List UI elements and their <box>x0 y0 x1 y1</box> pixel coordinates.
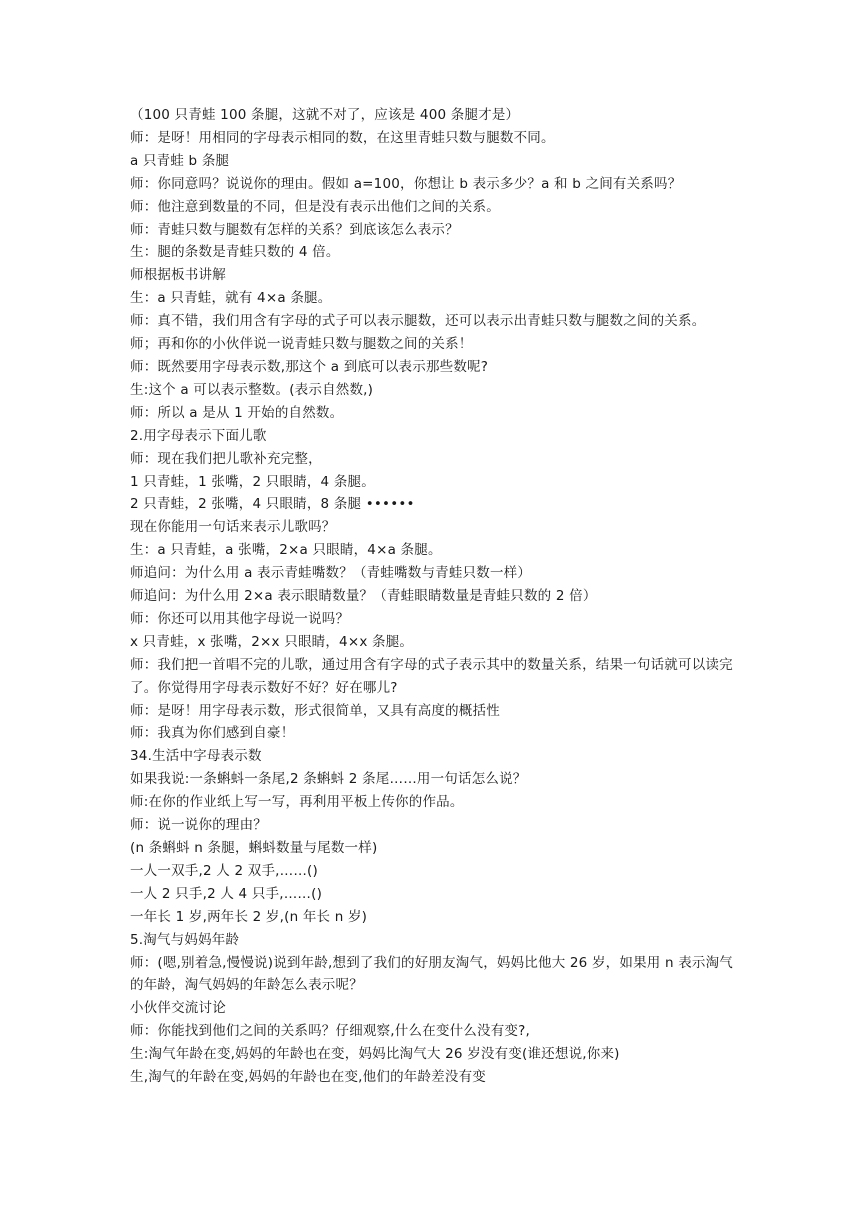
text-line: 师追问：为什么用 a 表示青蛙嘴数？（青蛙嘴数与青蛙只数一样） <box>130 565 532 582</box>
text-line: 师：真不错，我们用含有字母的式子可以表示腿数，还可以表示出青蛙只数与腿数之间的关系。 <box>130 313 706 330</box>
text-line: 师：我们把一首唱不完的儿歌，通过用含有字母的式子表示其中的数量关系，结果一句话就可以读完了。你觉得用字母表示数好不好？好在哪儿? <box>130 656 733 696</box>
text-line: 师：是呀！用字母表示数，形式很简单，又具有高度的概括性 <box>130 702 500 719</box>
text-line: 生:淘气年龄在变,妈妈的年龄也在变，妈妈比淘气大 26 岁没有变(谁还想说,你来) <box>130 1046 620 1063</box>
text-line: 如果我说:一条蝌蚪一条尾,2 条蝌蚪 2 条尾……用一句话怎么说？ <box>130 771 527 788</box>
text-line: 现在你能用一句话来表示儿歌吗？ <box>130 519 336 536</box>
section-heading: 34.生活中字母表示数 <box>130 748 262 765</box>
text-line: 2 只青蛙，2 张嘴，4 只眼睛，8 条腿 •••••• <box>130 496 415 513</box>
text-line: 生:这个 a 可以表示整数。(表示自然数,) <box>130 381 374 398</box>
text-line: 师：说一说你的理由？ <box>130 817 267 834</box>
text-line: x 只青蛙，x 张嘴，2×x 只眼睛，4×x 条腿。 <box>130 633 414 650</box>
text-line: 师根据板书讲解 <box>130 267 226 284</box>
text-line: 一年长 1 岁,两年长 2 岁,(n 年长 n 岁) <box>130 908 368 925</box>
text-line: 师：你同意吗？说说你的理由。假如 a=100，你想让 b 表示多少？a 和 b 之间有关系吗？ <box>130 175 682 192</box>
text-line: 生,淘气的年龄在变,妈妈的年龄也在变,他们的年龄差没有变 <box>130 1069 486 1086</box>
text-line: 生：a 只青蛙，就有 4×a 条腿。 <box>130 290 332 307</box>
text-line: 师：青蛙只数与腿数有怎样的关系？到底该怎么表示？ <box>130 221 459 238</box>
text-line: 一人 2 只手,2 人 4 只手,……() <box>130 885 323 902</box>
text-line: 师：既然要用字母表示数,那这个 a 到底可以表示那些数呢? <box>130 358 489 375</box>
text-line: (n 条蝌蚪 n 条腿，蝌蚪数量与尾数一样) <box>130 840 378 856</box>
section-heading: 2.用字母表示下面儿歌 <box>130 427 267 444</box>
text-line: 师：他注意到数量的不同，但是没有表示出他们之间的关系。 <box>130 198 500 215</box>
document-body <box>130 104 742 1089</box>
text-line: 生：腿的条数是青蛙只数的 4 倍。 <box>130 244 340 261</box>
text-line: 师:在你的作业纸上写一写，再利用平板上传你的作品。 <box>130 794 464 811</box>
text-line: 师追问：为什么用 2×a 表示眼睛数量？（青蛙眼睛数量是青蛙只数的 2 倍） <box>130 588 597 605</box>
text-line: 1 只青蛙，1 张嘴，2 只眼睛，4 条腿。 <box>130 473 375 490</box>
text-line: 小伙伴交流讨论 <box>130 1000 226 1017</box>
text-line: 师：你还可以用其他字母说一说吗？ <box>130 610 350 627</box>
text-line: 师：我真为你们感到自豪！ <box>130 725 295 742</box>
text-line: 师：你能找到他们之间的关系吗？仔细观察,什么在变什么没有变?, <box>130 1023 530 1040</box>
text-line: 师：所以 a 是从 1 开始的自然数。 <box>130 404 344 421</box>
text-line: 师：(嗯,别着急,慢慢说)说到年龄,想到了我们的好朋友淘气，妈妈比他大 26 岁，如果用 n 表示淘气的年龄，淘气妈妈的年龄怎么表示呢？ <box>130 954 734 994</box>
text-line: 师：是呀！用相同的字母表示相同的数，在这里青蛙只数与腿数不同。 <box>130 129 555 146</box>
section-heading: 5.淘气与妈妈年龄 <box>130 931 240 948</box>
text-line: 师；再和你的小伙伴说一说青蛙只数与腿数之间的关系！ <box>130 336 473 353</box>
text-line: 师：现在我们把儿歌补充完整， <box>130 450 322 467</box>
text-line: 生：a 只青蛙，a 张嘴，2×a 只眼睛，4×a 条腿。 <box>130 542 442 559</box>
text-line: （100 只青蛙 100 条腿，这就不对了，应该是 400 条腿才是） <box>130 107 520 123</box>
text-line: 一人一双手,2 人 2 双手,……() <box>130 862 318 879</box>
text-line: a 只青蛙 b 条腿 <box>130 152 230 169</box>
